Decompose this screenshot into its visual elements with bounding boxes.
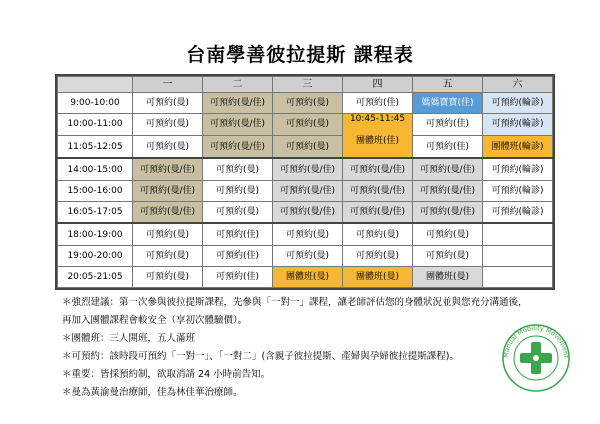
schedule-cell: 可預約(曼/佳) [273,180,343,201]
empty-cell [483,266,553,287]
time-cell: 19:00-20:00 [58,245,133,266]
clinic-logo-icon [500,322,572,394]
schedule-cell: 可預約(曼/佳) [133,201,203,223]
schedule-cell: 可預約(佳) [203,245,273,266]
schedule-cell: 可預約(輪診) [483,114,553,136]
schedule-cell: 可預約(曼) [203,180,273,201]
schedule-cell: 可預約(佳) [413,135,483,158]
schedule-cell: 可預約(曼) [273,114,343,136]
schedule-cell: 可預約(曼) [203,201,273,223]
note-line: ＊團體班：三人開班，五人滿班 [62,333,196,344]
table-row [58,180,553,201]
day-header: 一 [133,77,203,93]
schedule-cell: 可預約(曼/佳) [413,158,483,180]
time-cell: 9:00-10:00 [58,93,133,114]
schedule-cell: 可預約(曼) [133,135,203,158]
schedule-cell: 可預約(曼) [203,158,273,180]
page-title: 台南學善彼拉提斯 課程表 [186,44,414,66]
time-cell: 15:00-16:00 [58,180,133,201]
time-cell: 16:05-17:05 [58,201,133,223]
schedule-cell: 媽媽寶寶(佳) [413,93,483,114]
schedule-cell: 團體班(曼) [413,266,483,287]
group-class-label: 團體班(佳) [355,135,400,146]
day-header: 六 [483,77,553,93]
clinic-logo [500,322,572,394]
schedule-cell: 可預約(曼) [133,245,203,266]
schedule-table [55,74,555,290]
schedule-cell: 可預約(曼/佳) [203,93,273,114]
schedule-cell: 可預約(曼) [273,135,343,158]
time-cell: 10:00-11:00 [58,114,133,136]
table-row [58,114,553,136]
schedule-cell: 可預約(佳) [203,223,273,245]
schedule-cell: 可預約(曼) [133,266,203,287]
schedule-cell: 團體班(輪診) [483,135,553,158]
table-row [58,201,553,223]
notes-section [62,294,562,402]
note-line: ＊強烈建議：第一次參與彼拉提斯課程，先參與「一對一」課程，讓老師評估您的身體狀況並與您充分溝通後， [62,297,528,308]
schedule-cell: 可預約(曼/佳) [413,201,483,223]
schedule-cell: 可預約(佳) [203,266,273,287]
day-header: 四 [343,77,413,93]
schedule-cell: 可預約(輪診) [483,201,553,223]
schedule-cell: 可預約(曼/佳) [413,180,483,201]
schedule-cell: 可預約(曼) [273,93,343,114]
corner-cell [58,77,133,93]
schedule-cell: 可預約(佳) [413,114,483,136]
schedule-cell: 可預約(曼) [273,245,343,266]
schedule-cell: 可預約(輪診) [483,93,553,114]
group-class-cell [343,114,413,159]
schedule-cell: 可預約(曼/佳) [343,201,413,223]
schedule-cell: 可預約(曼/佳) [133,180,203,201]
schedule-cell: 可預約(曼) [343,245,413,266]
table-header-row [58,77,553,93]
note-line: ＊重要：皆採預約制，欲取消請 24 小時前告知。 [62,369,271,380]
day-header: 三 [273,77,343,93]
schedule-cell: 可預約(曼/佳) [273,158,343,180]
schedule-cell: 可預約(曼/佳) [273,201,343,223]
schedule-cell: 團體班(曼) [273,266,343,287]
empty-cell [483,223,553,245]
schedule-cell: 可預約(曼) [133,223,203,245]
time-cell: 14:00-15:00 [58,158,133,180]
table-row [58,245,553,266]
schedule-cell: 可預約(曼) [413,245,483,266]
schedule-cell: 可預約(曼/佳) [343,158,413,180]
table-row [58,266,553,287]
note-line: 再加入團體課程會較安全（享初次體驗價）。 [62,315,248,326]
table-row [58,158,553,180]
table-row [58,135,553,158]
logo-ring-text: Manual Mobility Movement [501,323,571,359]
empty-cell [483,245,553,266]
schedule-cell: 團體班(曼) [343,266,413,287]
schedule-cell: 可預約(輪診) [483,158,553,180]
schedule-cell: 可預約(曼/佳) [133,158,203,180]
schedule-cell: 可預約(曼/佳) [343,180,413,201]
table-body [58,93,553,288]
schedule-cell: 可預約(曼) [273,223,343,245]
note-line: ＊曼為黃渝曼治療師，佳為林佳華治療師。 [62,387,243,398]
schedule-cell: 可預約(曼) [343,223,413,245]
schedule-cell: 可預約(曼) [413,223,483,245]
time-cell: 11:05-12:05 [58,135,133,158]
table-row [58,93,553,114]
schedule-cell: 可預約(輪診) [483,180,553,201]
schedule-cell: 可預約(曼) [133,93,203,114]
table-row [58,223,553,245]
time-cell: 18:00-19:00 [58,223,133,245]
note-line: ＊可預約：該時段可預約「一對一」、「一對二」(含親子彼拉提斯、產婦與孕婦彼拉提斯課程)。 [62,351,459,362]
schedule-cell: 可預約(曼/佳) [203,114,273,136]
day-header: 五 [413,77,483,93]
time-cell: 20:05-21:05 [58,266,133,287]
schedule-cell: 可預約(曼) [133,114,203,136]
day-header: 二 [203,77,273,93]
schedule-cell: 可預約(佳) [343,93,413,114]
group-class-time: 10:45-11:45 [349,114,406,125]
schedule-cell: 可預約(曼/佳) [203,135,273,158]
